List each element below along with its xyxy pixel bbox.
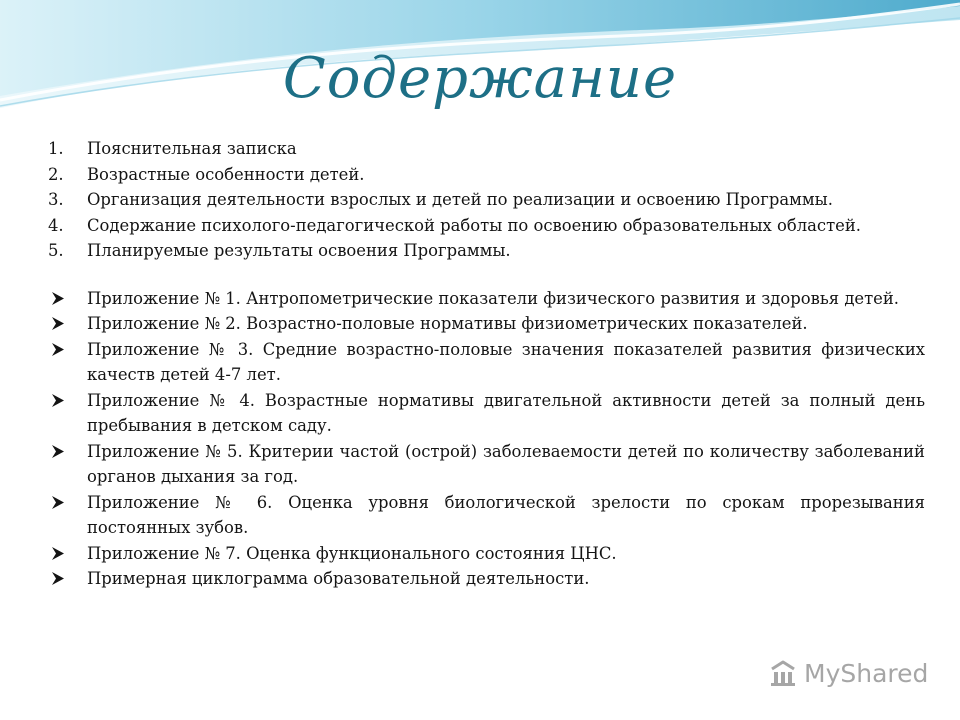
list-item-number: 3. [48, 190, 64, 209]
list-item-number: 2. [48, 164, 64, 184]
list-item-number: 1. [48, 139, 64, 158]
myshared-logo-icon [768, 659, 798, 687]
list-item-text: Планируемые результаты освоения Программы. [87, 241, 511, 260]
watermark-text: MyShared [804, 658, 929, 688]
arrow-bullet-icon [48, 286, 87, 305]
appendix-item-text: Приложение № 3. Средние возрастно-половые значения показателей развития физических качеств детей 4-7 лет. [87, 339, 925, 384]
appendix-item [48, 566, 925, 592]
list-item [48, 238, 925, 264]
list-item-text: Содержание психолого-педагогической работы по освоению образовательных областей. [87, 215, 861, 235]
list-item [48, 213, 925, 239]
myshared-watermark [768, 658, 928, 688]
appendix-item [48, 541, 925, 567]
appendix-item-text: Приложение № 2. Возрастно-половые нормативы физиометрических показателей. [87, 314, 808, 333]
appendix-item-text: Приложение № 4. Возрастные нормативы двигательной активности детей за полный день пребывания в детском саду. [87, 390, 925, 435]
appendix-item [48, 337, 925, 388]
appendix-item [48, 439, 925, 490]
appendix-item [48, 490, 925, 541]
contents-list [48, 136, 925, 592]
appendix-item-text: Примерная циклограмма образовательной деятельности. [87, 569, 590, 588]
appendix-item-text: Приложение № 1. Антропометрические показатели физического развития и здоровья детей. [87, 288, 900, 308]
appendix-item-text: Приложение № 5. Критерии частой (острой) заболеваемости детей по количеству заболеваний органов дыхания за год. [87, 441, 925, 486]
slide-title: Содержание [282, 46, 678, 111]
list-item-text: Возрастные особенности детей. [87, 164, 365, 184]
arrow-bullet-icon [48, 337, 87, 356]
appendix-item [48, 286, 925, 312]
list-item [48, 162, 925, 188]
arrow-bullet-icon [48, 490, 87, 509]
list-item-text: Пояснительная записка [87, 139, 297, 158]
appendix-item-text: Приложение № 7. Оценка функционального состояния ЦНС. [87, 543, 617, 563]
list-item-number: 4. [48, 215, 64, 235]
arrow-bullet-icon [48, 566, 87, 585]
list-item [48, 187, 925, 213]
list-item [48, 136, 925, 162]
arrow-bullet-icon [48, 311, 87, 330]
list-spacer [48, 264, 925, 286]
list-item-text: Организация деятельности взрослых и детей по реализации и освоению Программы. [87, 190, 833, 209]
arrow-bullet-icon [48, 388, 87, 407]
arrow-bullet-icon [48, 439, 87, 458]
list-item-number: 5. [48, 241, 64, 260]
appendix-item [48, 388, 925, 439]
appendix-item [48, 311, 925, 337]
appendix-item-text: Приложение № 6. Оценка уровня биологической зрелости по срокам прорезывания постоянных зубов. [87, 492, 925, 537]
arrow-bullet-icon [48, 541, 87, 560]
